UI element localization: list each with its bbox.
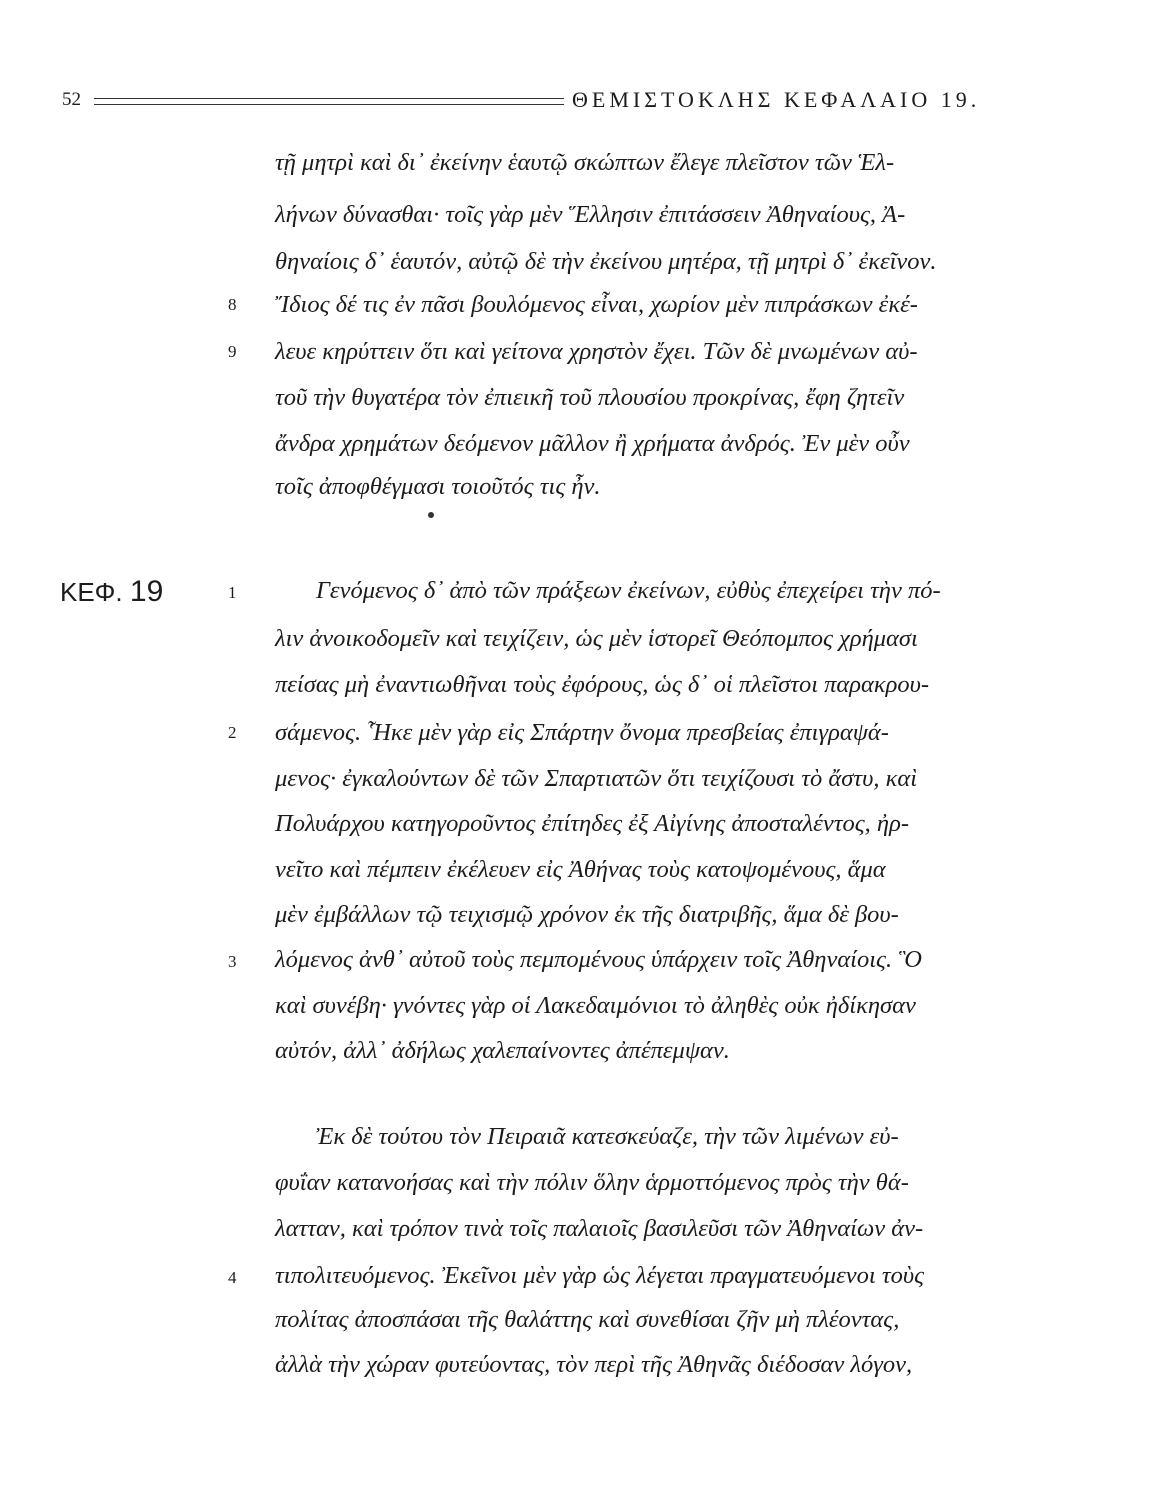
text-line: Ἐκ δὲ τούτου τὸν Πειραιᾶ κατεσκεύαζε, τὴν τῶν λιμένων εὐ- [316,1123,899,1150]
section-number-1: 1 [228,583,237,602]
chapter-number: 19 [129,575,164,608]
section-number-9: 9 [228,342,237,361]
text-line: νεῖτο καὶ πέμπειν ἐκέλευεν εἰς Ἀθήνας τοὺς κατοψομένους, ἅμα [275,856,886,883]
text-line: ἀλλὰ τὴν χώραν φυτεύοντας, τὸν περὶ τῆς Ἀθηνᾶς διέδοσαν λόγον, [275,1351,913,1378]
text-line: πείσας μὴ ἐναντιωθῆναι τοὺς ἐφόρους, ὡς δ᾽ οἱ πλεῖστοι παρακρου- [275,671,930,698]
text-line: τῇ μητρὶ καὶ δι᾽ ἐκείνην ἑαυτῷ σκώπτων ἔλεγε πλεῖστον τῶν Ἑλ- [275,149,895,176]
text-line: ἄνδρα χρημάτων δεόμενον μᾶλλον ἢ χρήματα ἀνδρός. Ἐν μὲν οὖν [275,430,910,457]
text-line: μὲν ἐμβάλλων τῷ τειχισμῷ χρόνον ἐκ τῆς διατριβῆς, ἅμα δὲ βου- [275,901,899,928]
text-line: λιν ἀνοικοδομεῖν καὶ τειχίζειν, ὡς μὲν ἱστορεῖ Θεόπομπος χρήμασι [275,625,918,652]
chapter-label: ΚΕΦ. [60,577,123,607]
section-number-3: 3 [228,952,237,971]
text-line: μενος· ἐγκαλούντων δὲ τῶν Σπαρτιατῶν ὅτι τειχίζουσι τὸ ἄστυ, καὶ [275,765,918,792]
text-line: καὶ συνέβη· γνόντες γὰρ οἱ Λακεδαιμόνιοι τὸ ἀληθὲς οὐκ ἠδίκησαν [275,992,916,1019]
text-line: λήνων δύνασθαι· τοῖς γὰρ μὲν Ἕλλησιν ἐπιτάσσειν Ἀθηναίους, Ἀ- [275,201,906,228]
section-number-2: 2 [228,723,237,742]
section-ornament-dot [428,512,434,518]
running-header-title: ΘΕΜΙΣΤΟΚΛΗΣ ΚΕΦΑΛΑΙΟ 19. [572,87,981,112]
text-line: αὐτόν, ἀλλ᾽ ἀδήλως χαλεπαίνοντες ἀπέπεμψαν. [275,1037,730,1064]
section-number-4: 4 [228,1268,237,1287]
text-line: θηναίοις δ᾽ ἑαυτόν, αὐτῷ δὲ τὴν ἐκείνου μητέρα, τῇ μητρὶ δ᾽ ἐκεῖνον. [275,248,937,275]
header-rule [94,98,564,105]
text-line: Γενόμενος δ᾽ ἀπὸ τῶν πράξεων ἐκείνων, εὐθὺς ἐπεχείρει τὴν πό- [316,577,941,604]
text-line: λευε κηρύττειν ὅτι καὶ γείτονα χρηστὸν ἔχει. Τῶν δὲ μνωμένων αὐ- [275,338,918,365]
text-line: τιπολιτευόμενος. Ἐκεῖνοι μὲν γὰρ ὡς λέγεται πραγματευόμενοι τοὺς [275,1262,925,1289]
section-number-8: 8 [228,295,237,314]
text-line: σάμενος. Ἧκε μὲν γὰρ εἰς Σπάρτην ὄνομα πρεσβείας ἐπιγραψά- [275,719,889,746]
text-line: Πολυάρχου κατηγοροῦντος ἐπίτηδες ἐξ Αἰγίνης ἀποσταλέντος, ἠρ- [275,810,909,837]
text-line: πολίτας ἀποσπάσαι τῆς θαλάττης καὶ συνεθίσαι ζῆν μὴ πλέοντας, [275,1306,900,1333]
chapter-heading [60,575,163,609]
text-line: λόμενος ἀνθ᾽ αὐτοῦ τοὺς πεμπομένους ὑπάρχειν τοῖς Ἀθηναίοις. Ὃ [275,946,922,973]
text-line: φυΐαν κατανοήσας καὶ τὴν πόλιν ὅλην ἁρμοττόμενος πρὸς τὴν θά- [275,1169,909,1196]
page-number: 52 [62,89,81,110]
text-line: τοῖς ἀποφθέγμασι τοιοῦτός τις ἦν. [275,473,601,500]
text-line: λατταν, καὶ τρόπον τινὰ τοῖς παλαιοῖς βασιλεῦσι τῶν Ἀθηναίων ἀν- [275,1215,924,1242]
text-line: Ἴδιος δέ τις ἐν πᾶσι βουλόμενος εἶναι, χωρίον μὲν πιπράσκων ἐκέ- [275,291,918,318]
text-line: τοῦ τὴν θυγατέρα τὸν ἐπιεικῆ τοῦ πλουσίου προκρίνας, ἔφη ζητεῖν [275,384,905,411]
